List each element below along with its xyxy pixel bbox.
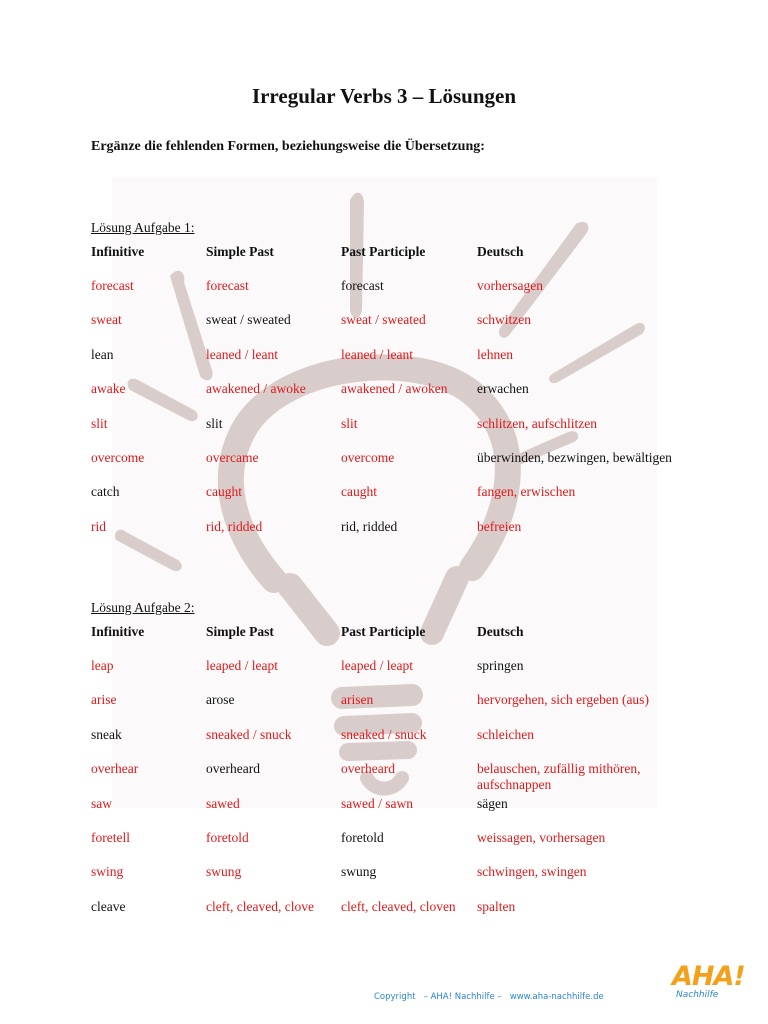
cell-infinitive: foretell [91,830,130,845]
cell-deutsch: befreien [477,519,522,534]
cell-deutsch: schleichen [477,727,534,742]
cell-past-participle: awakened / awoken [341,381,448,396]
cell-past-participle: swung [341,864,377,879]
section-heading-1: Lösung Aufgabe 1: [91,220,195,235]
cell-simple-past: overcame [206,450,259,465]
page-title: Irregular Verbs 3 – Lösungen [251,84,517,108]
cell-deutsch: schlitzen, aufschlitzen [477,416,597,431]
cell-past-participle: sweat / sweated [341,312,426,327]
cell-simple-past: caught [206,484,242,499]
logo-word: AHA! [672,961,745,992]
cell-infinitive: lean [91,347,114,362]
cell-deutsch: sägen [477,796,508,811]
cell-simple-past: foretold [206,830,249,845]
cell-deutsch: lehnen [477,347,513,362]
cell-past-participle: leaned / leant [341,347,413,362]
cell-deutsch: spalten [477,899,516,914]
column-header-simple-past: Simple Past [206,624,274,639]
cell-simple-past: forecast [206,278,249,293]
cell-simple-past: sweat / sweated [206,312,291,327]
cell-simple-past: cleft, cleaved, clove [206,899,314,914]
cell-infinitive: slit [91,416,108,431]
cell-past-participle: overheard [341,761,395,776]
cell-simple-past: arose [206,692,235,707]
footer-copyright: Copyright – AHA! Nachhilfe – www.aha-nachhilfe.de [374,992,604,1002]
cell-past-participle: sawed / sawn [341,796,413,811]
cell-past-participle: rid, ridded [341,519,398,534]
column-header-deutsch: Deutsch [477,624,524,639]
cell-simple-past: rid, ridded [206,519,263,534]
cell-deutsch: erwachen [477,381,529,396]
cell-simple-past: swung [206,864,242,879]
cell-deutsch: springen [477,658,524,673]
cell-infinitive: forecast [91,278,134,293]
cell-infinitive: sneak [91,727,122,742]
instruction-text: Ergänze die fehlenden Formen, beziehungsweise die Übersetzung: [91,139,485,154]
cell-simple-past: sneaked / snuck [206,727,292,742]
cell-deutsch: fangen, erwischen [477,484,576,499]
cell-infinitive: leap [91,658,114,673]
cell-deutsch: überwinden, bezwingen, bewältigen [477,450,672,465]
cell-infinitive: overhear [91,761,139,776]
cell-infinitive: cleave [91,899,126,914]
cell-deutsch: hervorgehen, sich ergeben (aus) [477,692,649,707]
column-header-deutsch: Deutsch [477,244,524,259]
cell-infinitive: sweat [91,312,122,327]
cell-infinitive: arise [91,692,117,707]
cell-infinitive: awake [91,381,126,396]
cell-deutsch: vorhersagen [477,278,543,293]
cell-infinitive: rid [91,519,106,534]
cell-infinitive: overcome [91,450,145,465]
cell-simple-past: sawed [206,796,240,811]
cell-deutsch: schwitzen [477,312,531,327]
cell-past-participle: leaped / leapt [341,658,413,673]
cell-deutsch: schwingen, swingen [477,864,587,879]
cell-past-participle: cleft, cleaved, cloven [341,899,456,914]
column-header-infinitive: Infinitive [91,244,145,259]
column-header-past-participle: Past Participle [341,244,426,259]
cell-infinitive: swing [91,864,124,879]
cell-simple-past: slit [206,416,223,431]
cell-simple-past: leaped / leapt [206,658,278,673]
aha-logo [672,963,746,1003]
cell-simple-past: overheard [206,761,260,776]
column-header-simple-past: Simple Past [206,244,274,259]
cell-past-participle: sneaked / snuck [341,727,427,742]
cell-past-participle: arisen [341,692,374,707]
column-header-infinitive: Infinitive [91,624,145,639]
logo-subtitle: Nachhilfe [676,990,719,1000]
cell-past-participle: forecast [341,278,384,293]
cell-deutsch: weissagen, vorhersagen [477,830,606,845]
cell-past-participle: caught [341,484,377,499]
cell-infinitive: catch [91,484,120,499]
section-heading-2: Lösung Aufgabe 2: [91,600,195,615]
cell-deutsch: belauschen, zufällig mithören, aufschnappen [477,761,641,792]
cell-simple-past: leaned / leant [206,347,278,362]
cell-simple-past: awakened / awoke [206,381,306,396]
cell-past-participle: slit [341,416,358,431]
cell-past-participle: overcome [341,450,395,465]
column-header-past-participle: Past Participle [341,624,426,639]
cell-past-participle: foretold [341,830,384,845]
cell-infinitive: saw [91,796,112,811]
